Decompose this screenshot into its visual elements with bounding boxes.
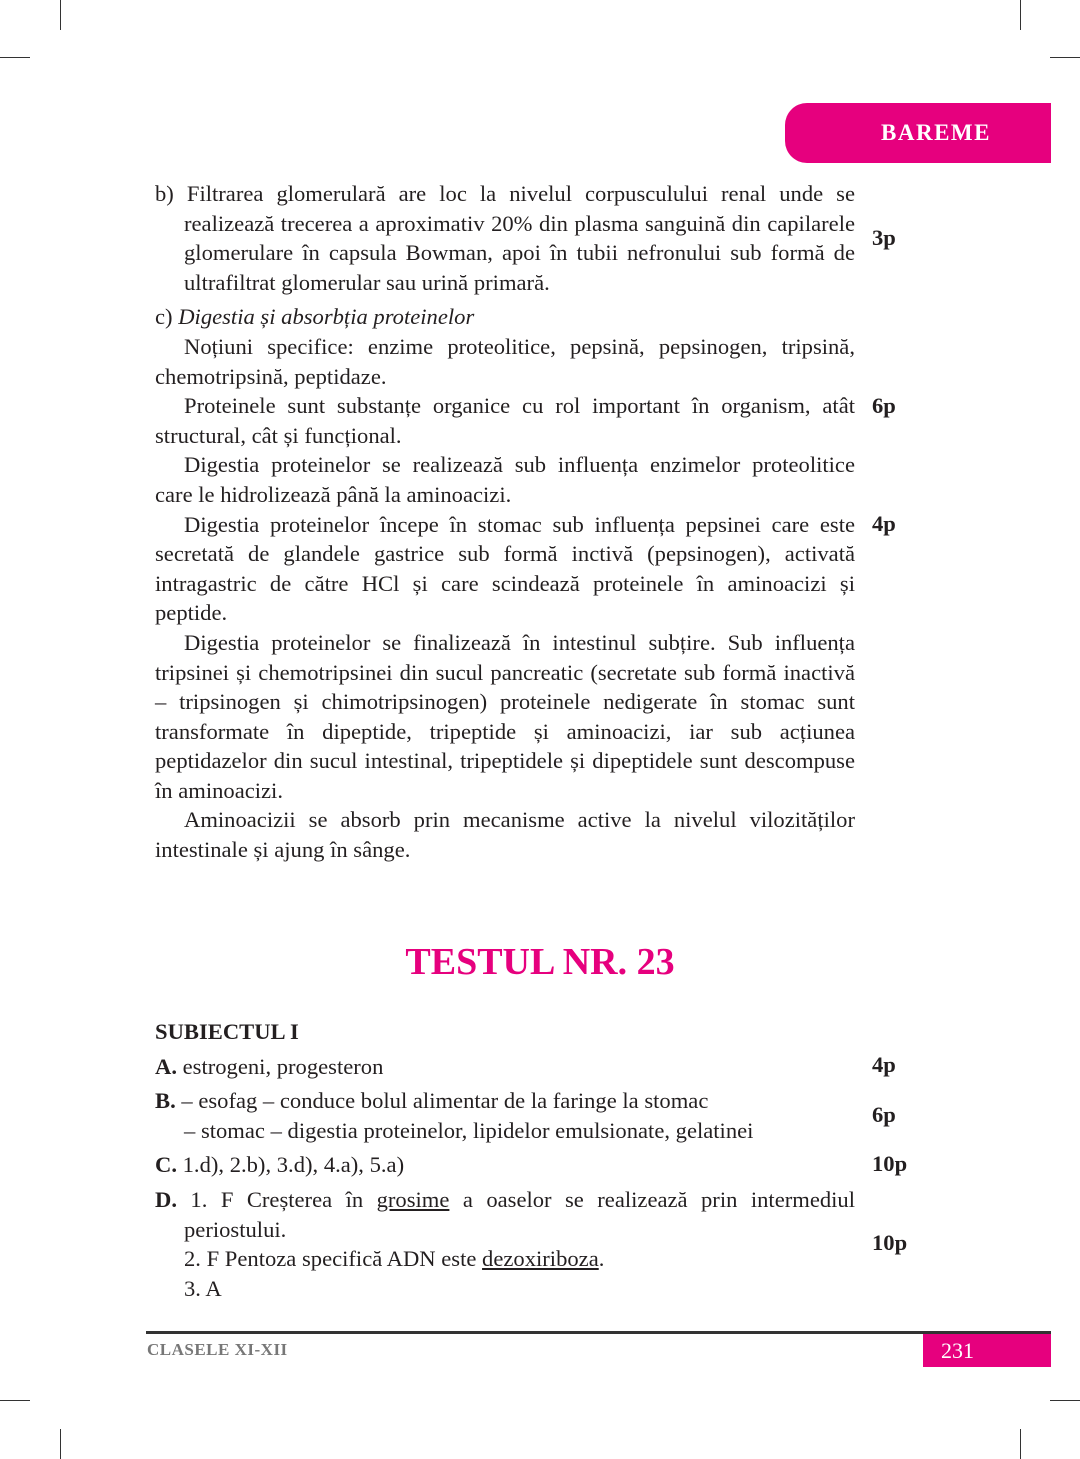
paragraph: Digestia proteinelor se realizează sub influența enzimelor proteolitice care le hidrolizează până la aminoacizi.: [155, 452, 855, 507]
label: B.: [155, 1088, 176, 1114]
crop-mark: [60, 0, 61, 30]
paragraph: Digestia proteinelor începe în stomac sub influența pepsinei care este secretată de glandele gastrice sub formă inctivă (pepsinogen), activată intragastric de către HCl și care scindează proteinele în aminoacizi și peptide.: [155, 511, 855, 626]
part-label: c): [155, 304, 173, 330]
text: 1.d), 2.b), 3.d), 4.a), 5.a): [182, 1152, 405, 1178]
line: – esofag – conduce bolul alimentar de la faringe la stomac: [181, 1088, 709, 1114]
points: 10p: [872, 1230, 908, 1255]
text: 1. F Creșterea în: [190, 1186, 377, 1212]
crop-mark: [1020, 1429, 1021, 1459]
crop-mark: [1050, 57, 1080, 58]
points: 6p: [872, 393, 896, 418]
paragraph: Digestia proteinelor se finalizează în intestinul subțire. Sub influența tripsinei și chemotripsinei din sucul pancreatic (secretate sub formă inactivă – tripsinogen și chimotripsinogen) proteinele nedigerate în stomac sunt transformate în dipeptide, tripeptide și aminoacizi, iar sub acțiunea peptidazelor din sucul intestinal, tripeptidele și dipeptidele sunt descompuse în aminoacizi.: [155, 629, 855, 803]
paragraph: Aminoacizii se absorb prin mecanisme active la nivelul vilozităților intestinale și ajung în sânge.: [155, 807, 855, 863]
footer-label: CLASELE XI-XII: [147, 1340, 288, 1359]
answer-b-line2: – stomac – digestia proteinelor, lipidelor emulsionate, gelatinei: [184, 1117, 754, 1143]
points: 4p: [872, 511, 896, 536]
page-number: 231: [923, 1334, 1051, 1367]
answer-body: [155, 179, 855, 865]
answer-d: [155, 1185, 855, 1244]
test-title: TESTUL NR. 23: [405, 941, 675, 983]
points: 3p: [872, 225, 896, 250]
underlined: dezoxiriboza: [482, 1246, 599, 1272]
text: estrogeni, progesteron: [182, 1053, 384, 1079]
points: 4p: [872, 1052, 896, 1077]
paragraph: Noțiuni specifice: enzime proteolitice, pepsină, pepsinogen, tripsină, chemotripsină, peptidaze.: [155, 333, 855, 389]
points: 6p: [872, 1102, 896, 1127]
part-b-text: Filtrarea glomerulară are loc la nivelul corpusculului renal unde se realizează trecerea a aproximativ 20% din plasma sanguină din capilarele glomerulare în capsula Bowman, apoi în tubii nefronului sub formă de ultrafiltrat glomerular sau urină primară.: [184, 181, 855, 295]
label: A.: [155, 1053, 177, 1079]
part-label: b): [155, 181, 174, 206]
answer-d-2: [155, 1244, 855, 1274]
footer-rule: [146, 1331, 1051, 1334]
heading: Digestia și absorbția proteinelor: [178, 304, 475, 330]
crop-mark: [0, 57, 30, 58]
label: C.: [155, 1152, 177, 1178]
crop-mark: [1050, 1400, 1080, 1401]
subject-heading: SUBIECTUL I: [155, 1019, 299, 1044]
part-b: [155, 179, 855, 297]
text: a oaselor se realizează prin intermediul periostului.: [184, 1186, 856, 1242]
answer-c: [155, 1150, 855, 1180]
crop-mark: [0, 1400, 30, 1401]
text: 2. F Pentoza specifică ADN este: [184, 1246, 483, 1272]
label: D.: [155, 1186, 177, 1212]
underlined: grosime: [376, 1186, 450, 1212]
points: 10p: [872, 1151, 908, 1176]
text: .: [598, 1246, 605, 1272]
answer-b: [155, 1086, 855, 1116]
paragraph: Proteinele sunt substanțe organice cu rol important în organism, atât structural, cât și funcțional.: [155, 393, 855, 448]
test-answers: [155, 1017, 855, 1303]
section-tab: BAREME: [785, 103, 1051, 163]
part-c-heading: [155, 302, 855, 332]
crop-mark: [60, 1429, 61, 1459]
answer-d-3: 3. A: [184, 1275, 222, 1301]
answer-a: [155, 1052, 855, 1082]
crop-mark: [1020, 0, 1021, 30]
